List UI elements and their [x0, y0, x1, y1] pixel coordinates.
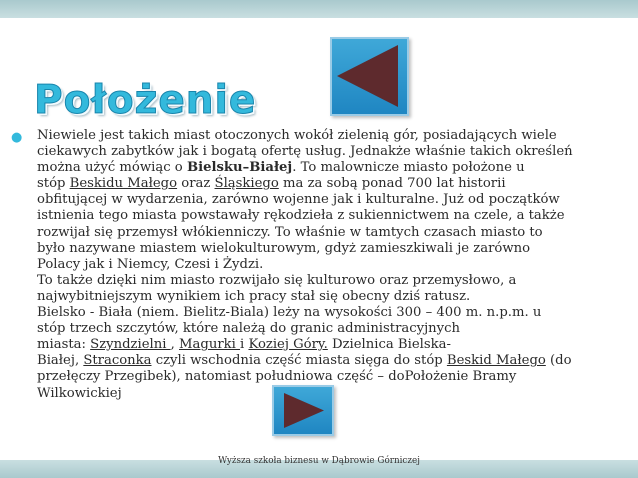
- text-line: miasta: Szyndzielni , Magurki i Koziej Góry. Dzielnica Bielska-: [37, 337, 451, 353]
- text-line: przełęczy Przegibek), natomiast południowa część – doPołożenie Bramy: [37, 369, 517, 385]
- text-line: Niewiele jest takich miast otoczonych wokół zielenią gór, posiadających wiele: [37, 128, 557, 143]
- link-straconka[interactable]: Straconka: [83, 353, 152, 369]
- text-line: rozwijał się przemysł włókienniczy. To właśnie w tamtych czasach miasto to: [37, 224, 543, 240]
- text-line: Bielsko - Biała (niem. Bielitz-Biala) leży na wysokości 300 – 400 m. n.p.m. u: [37, 305, 542, 321]
- text-line: było nazywane miastem wielokulturowym, gdyż zamieszkiwali je zarówno: [37, 240, 531, 256]
- back-button[interactable]: [330, 37, 409, 116]
- text-line: można użyć mówiąc o Bielsku–Białej. To malownicze miasto położone u: [37, 160, 525, 176]
- link-beskid-malego[interactable]: Beskid Małego: [446, 353, 546, 369]
- link-slaski[interactable]: Śląskiego: [214, 176, 279, 192]
- text-line: Polacy jak i Niemcy, Czesi i Żydzi.: [37, 256, 264, 272]
- text-line: najwybitniejszym wynikiem ich pracy stał się obecny dziś ratusz.: [37, 288, 471, 304]
- footer-text: Wyższa szkoła biznesu w Dąbrowie Górniczej: [218, 456, 420, 466]
- next-button[interactable]: [272, 385, 334, 436]
- text-line: ciekawych zabytków jak i bogatą ofertę usług. Jednakże właśnie takich określeń: [37, 144, 573, 160]
- link-beskid-maly[interactable]: Beskidu Małego: [69, 176, 178, 192]
- text-line: To także dzięki nim miasto rozwijało się kulturowo oraz przemysłowo, a: [37, 272, 517, 288]
- link-kozia-gora[interactable]: Koziej Góry.: [248, 337, 328, 353]
- text-line: obfitującej w wydarzenia, zarówno wojenne jak i kulturalne. Już od początków: [37, 192, 560, 208]
- text-line: stóp Beskidu Małego oraz Śląskiego ma za sobą ponad 700 lat historii: [37, 176, 506, 192]
- text-line: Wilkowickiej: [37, 385, 122, 401]
- link-magurka[interactable]: Magurki: [179, 337, 241, 353]
- link-szyndzielnia[interactable]: Szyndzielni: [90, 337, 171, 353]
- text-line: istnienia tego miasta powstawały rękodzieła z sukiennictwem na czele, a także: [37, 208, 565, 224]
- slide-title: Położenie: [34, 78, 257, 123]
- body-text: [11, 128, 601, 402]
- city-name: Bielsku–Białej: [186, 160, 293, 176]
- top-band: [0, 0, 638, 18]
- text-line: Białej, Straconka czyli wschodnia część miasta sięga do stóp Beskid Małego (do: [37, 353, 572, 369]
- triangle-right-icon: [274, 387, 332, 434]
- bullet-icon: ●: [11, 130, 23, 145]
- text-line: stóp trzech szczytów, które należą do granic administracyjnych: [37, 321, 461, 337]
- triangle-left-icon: [332, 39, 407, 114]
